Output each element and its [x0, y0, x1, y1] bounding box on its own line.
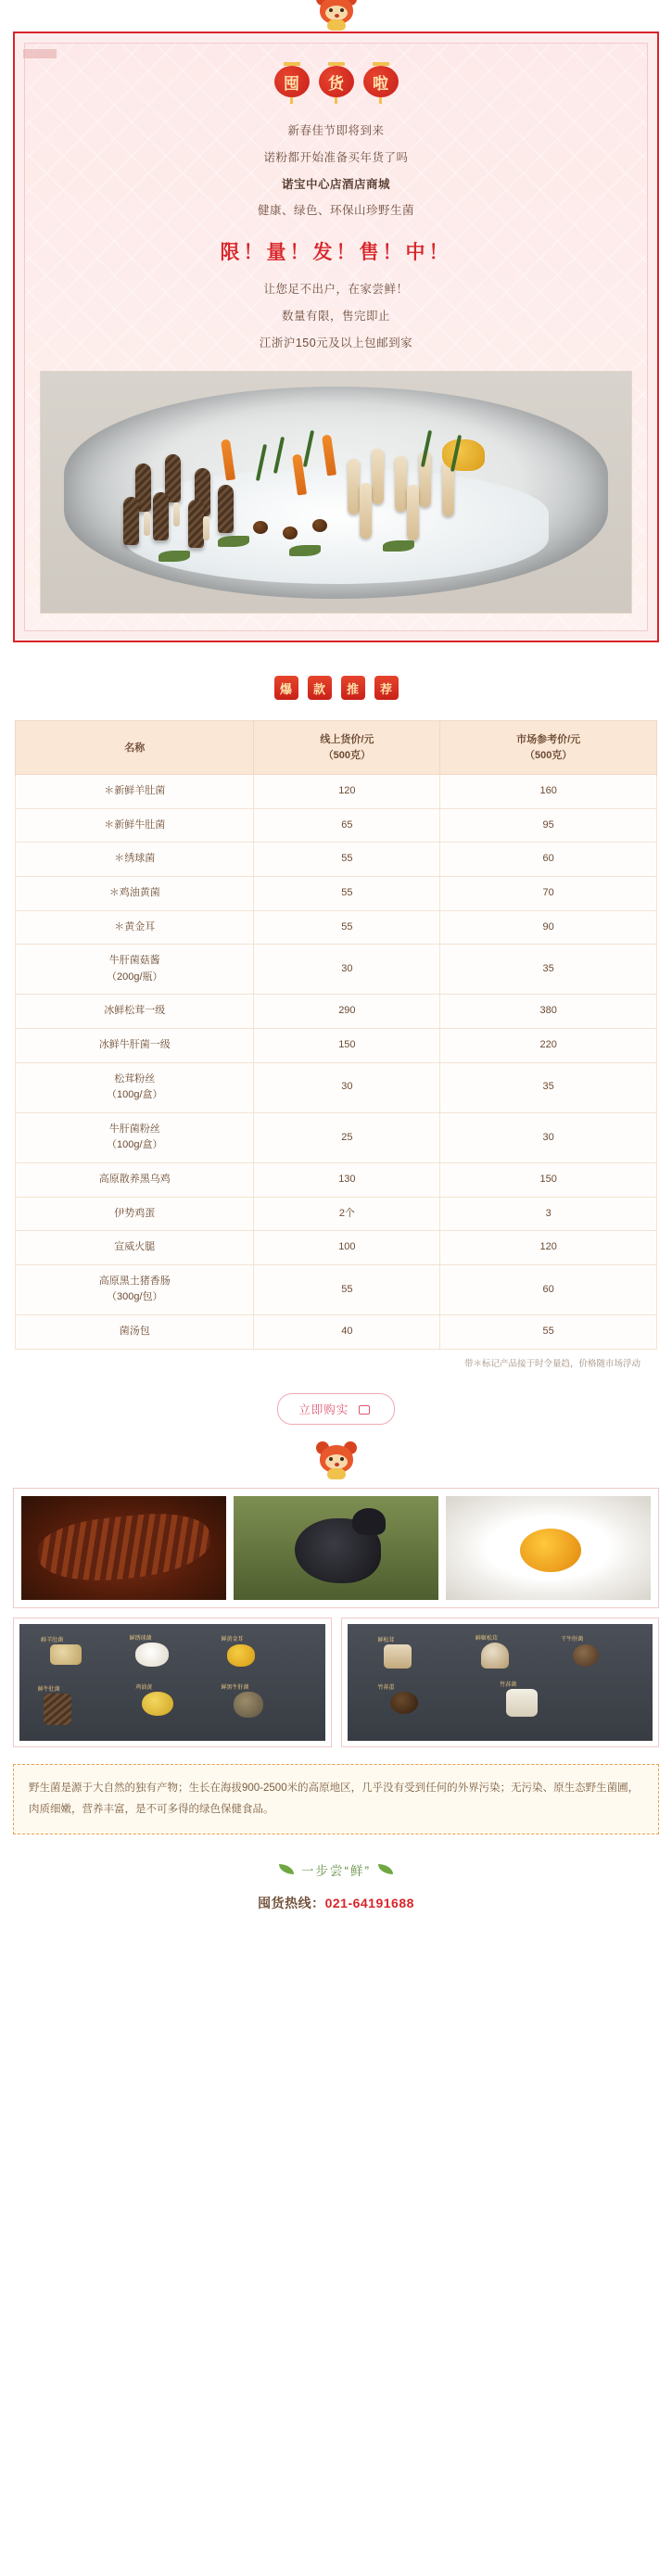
board-left-label-5: 鸡油黄 — [135, 1684, 153, 1691]
table-row — [16, 843, 657, 877]
cell-product-name-line: 冰鲜牛肝菌一级 — [98, 1039, 171, 1050]
cell-product-name — [16, 843, 254, 877]
price-table-body — [16, 775, 657, 1349]
table-row — [16, 945, 657, 995]
cell-online-price: 30 — [254, 945, 440, 995]
col-header-market-line2: （500克） — [524, 749, 573, 761]
hero-product-photo — [40, 371, 632, 614]
cell-online-price: 55 — [254, 877, 440, 911]
cell-product-name — [16, 1231, 254, 1265]
cell-product-name-line: （300g/包） — [106, 1291, 163, 1303]
leaf-icon-right — [378, 1864, 393, 1874]
mascot-divider — [0, 1438, 672, 1480]
lantern-icon-3 — [361, 62, 400, 103]
buy-now-label: 立即购实 — [298, 1402, 349, 1416]
table-row — [16, 877, 657, 911]
cell-market-price: 35 — [440, 1062, 657, 1112]
col-header-online-price — [254, 721, 440, 775]
mushroom-board-row — [13, 1618, 659, 1747]
board-left-label-3: 鲜黄金耳 — [221, 1636, 244, 1643]
hero-line-1: 新春佳节即将到来 — [287, 124, 385, 137]
cell-product-name-line: （200g/瓶） — [106, 971, 163, 983]
cell-market-price: 90 — [440, 910, 657, 945]
table-row — [16, 1264, 657, 1314]
hero-headline: 限！量！发！售！中！ — [220, 242, 452, 263]
hero-line-3: 诺宝中心店酒店商城 — [281, 177, 390, 191]
cell-online-price: 130 — [254, 1162, 440, 1197]
board-right-label-3: 干牛肝菌 — [561, 1636, 584, 1643]
lantern-char-3: 啦 — [363, 66, 399, 97]
cell-online-price: 30 — [254, 1062, 440, 1112]
section-heading-char-2: 款 — [308, 676, 332, 700]
cell-product-name — [16, 775, 254, 809]
hero-line-4: 健康、绿色、环保山珍野生菌 — [257, 204, 414, 218]
board-right-label-5: 竹荪菌 — [500, 1682, 517, 1688]
buy-button-row — [0, 1393, 672, 1425]
section-heading-char-4: 荐 — [374, 676, 399, 700]
table-row — [16, 1062, 657, 1112]
cell-market-price: 55 — [440, 1314, 657, 1349]
corner-ribbon-icon — [23, 49, 57, 58]
cell-market-price: 60 — [440, 1264, 657, 1314]
product-photo-row — [13, 1488, 659, 1608]
cell-product-name-line: ＊新鲜羊肚菌 — [104, 785, 166, 797]
cell-product-name — [16, 1112, 254, 1162]
table-row — [16, 995, 657, 1029]
cell-market-price: 95 — [440, 808, 657, 843]
egg-photo — [446, 1496, 651, 1600]
col-header-name: 名称 — [16, 721, 254, 775]
cell-market-price: 380 — [440, 995, 657, 1029]
hero-inner — [24, 43, 648, 631]
price-table-header-row — [16, 721, 657, 775]
cell-product-name-line: 伊势鸡蛋 — [114, 1207, 156, 1219]
col-header-market-line1: 市场参考价/元 — [516, 734, 581, 746]
cell-product-name-line: 冰鲜松茸一级 — [104, 1005, 166, 1017]
cell-market-price: 120 — [440, 1231, 657, 1265]
cell-product-name-line: 牛肝菌粉丝 — [108, 1123, 160, 1135]
hotline-label: 囤货热线： — [258, 1895, 325, 1910]
cell-product-name-line: ＊绣球菌 — [114, 853, 156, 865]
cell-online-price: 55 — [254, 843, 440, 877]
cell-product-name — [16, 1264, 254, 1314]
cell-product-name — [16, 877, 254, 911]
cell-online-price: 120 — [254, 775, 440, 809]
hero-sub-1: 让您足不出户，在家尝鲜！ — [263, 283, 409, 296]
cell-market-price: 160 — [440, 775, 657, 809]
lantern-char-2: 货 — [319, 66, 354, 97]
table-row — [16, 910, 657, 945]
cell-product-name-line: （100g/盒） — [106, 1089, 163, 1101]
cell-product-name — [16, 1197, 254, 1231]
cell-market-price: 150 — [440, 1162, 657, 1197]
cell-product-name-line: ＊新鲜牛肚菌 — [104, 818, 166, 831]
cell-product-name — [16, 1062, 254, 1112]
mascot-icon-2 — [316, 1443, 357, 1480]
cell-product-name-line: 宣威火腿 — [114, 1241, 156, 1253]
mushroom-board-left-inner — [19, 1624, 325, 1741]
cell-product-name-line: 菌汤包 — [119, 1325, 150, 1337]
cell-product-name — [16, 910, 254, 945]
price-table-note: 带＊标记产品接于时令量趋，价格随市场浮动 — [463, 1358, 640, 1369]
price-table-wrap — [15, 720, 657, 1368]
table-row — [16, 1314, 657, 1349]
black-chicken-photo — [234, 1496, 438, 1600]
col-header-online-line1: 线上货价/元 — [320, 734, 374, 746]
table-row — [16, 1029, 657, 1063]
mushroom-board-right-inner — [348, 1624, 653, 1741]
hero-sub-2: 数量有限，售完即止 — [281, 309, 390, 323]
cell-product-name — [16, 995, 254, 1029]
page-footer — [0, 1860, 672, 1936]
board-right-label-4: 竹荪蛋 — [377, 1684, 395, 1691]
cell-product-name-line: 高原黑土猪香肠 — [98, 1275, 171, 1287]
leaf-icon-left — [279, 1864, 294, 1874]
taste-slogan-text: 一步尝“鲜” — [301, 1863, 371, 1878]
cell-online-price: 100 — [254, 1231, 440, 1265]
lantern-icon-1 — [273, 62, 311, 103]
hotline-row — [0, 1894, 672, 1912]
board-left-label-4: 鲜牛肚菌 — [37, 1687, 60, 1694]
board-left-label-6: 鲜黑牛肝菌 — [221, 1684, 249, 1691]
cell-online-price: 2个 — [254, 1197, 440, 1231]
cell-product-name-line: 松茸粉丝 — [114, 1072, 156, 1085]
board-right-label-1: 鲜松茸 — [377, 1638, 395, 1644]
section-heading-char-1: 爆 — [274, 676, 298, 700]
cell-product-name-line: 牛肝菌菇酱 — [108, 955, 160, 967]
mascot-header — [0, 0, 672, 32]
table-row — [16, 808, 657, 843]
cell-product-name-line: 高原散养黑乌鸡 — [98, 1173, 171, 1185]
mushroom-board-right — [341, 1618, 660, 1747]
table-row — [16, 1112, 657, 1162]
mascot-icon — [316, 0, 357, 32]
board-left-label-1: 鲜羊肚菌 — [41, 1638, 64, 1644]
cell-market-price: 70 — [440, 877, 657, 911]
cell-market-price: 3 — [440, 1197, 657, 1231]
cell-online-price: 25 — [254, 1112, 440, 1162]
cell-online-price: 55 — [254, 1264, 440, 1314]
lantern-char-1: 囤 — [274, 66, 310, 97]
cell-market-price: 60 — [440, 843, 657, 877]
cell-online-price: 150 — [254, 1029, 440, 1063]
cell-product-name-line: ＊黄金耳 — [114, 920, 156, 933]
cell-product-name-line: （100g/盒） — [106, 1139, 163, 1151]
section-heading-hot-picks — [0, 676, 672, 700]
hero-line-2: 诺粉都开始准备买年货了吗 — [263, 150, 409, 164]
price-table — [15, 720, 657, 1349]
table-row — [16, 1231, 657, 1265]
col-header-online-line2: （500克） — [323, 749, 372, 761]
cell-product-name — [16, 1314, 254, 1349]
mushroom-board-left — [13, 1618, 332, 1747]
price-table-head — [16, 721, 657, 775]
cart-icon — [359, 1405, 370, 1415]
table-row — [16, 775, 657, 809]
hero-banner — [13, 32, 659, 642]
product-description: 野生菌是源于大自然的独有产物；生长在海拔900-2500米的高原地区，几乎没有受到任何的外界污染；无污染、原生态野生菌圃，肉质细嫩，营养丰富，是不可多得的绿色保健食品。 — [13, 1764, 659, 1834]
board-right-label-2: 鲜姬松茸 — [475, 1635, 498, 1642]
cell-online-price: 290 — [254, 995, 440, 1029]
table-row — [16, 1162, 657, 1197]
cell-online-price: 55 — [254, 910, 440, 945]
hero-sub-3: 江浙沪150元及以上包邮到家 — [259, 336, 413, 349]
lantern-icon-2 — [317, 62, 356, 103]
cell-market-price: 220 — [440, 1029, 657, 1063]
board-left-label-2: 鲜绣球菌 — [129, 1635, 152, 1642]
col-header-market-price — [440, 721, 657, 775]
table-row — [16, 1197, 657, 1231]
cell-product-name — [16, 1162, 254, 1197]
cell-product-name — [16, 945, 254, 995]
taste-slogan — [0, 1860, 672, 1879]
buy-now-button[interactable] — [277, 1393, 395, 1425]
cell-product-name — [16, 808, 254, 843]
cell-product-name — [16, 1029, 254, 1063]
cell-market-price: 35 — [440, 945, 657, 995]
cell-market-price: 30 — [440, 1112, 657, 1162]
section-heading-char-3: 推 — [341, 676, 365, 700]
cell-online-price: 65 — [254, 808, 440, 843]
hotline-number[interactable]: 021-64191688 — [324, 1895, 414, 1910]
lantern-badges — [34, 62, 638, 103]
cell-online-price: 40 — [254, 1314, 440, 1349]
cell-product-name-line: ＊鸡油黄菌 — [108, 887, 160, 899]
sausage-photo — [21, 1496, 226, 1600]
